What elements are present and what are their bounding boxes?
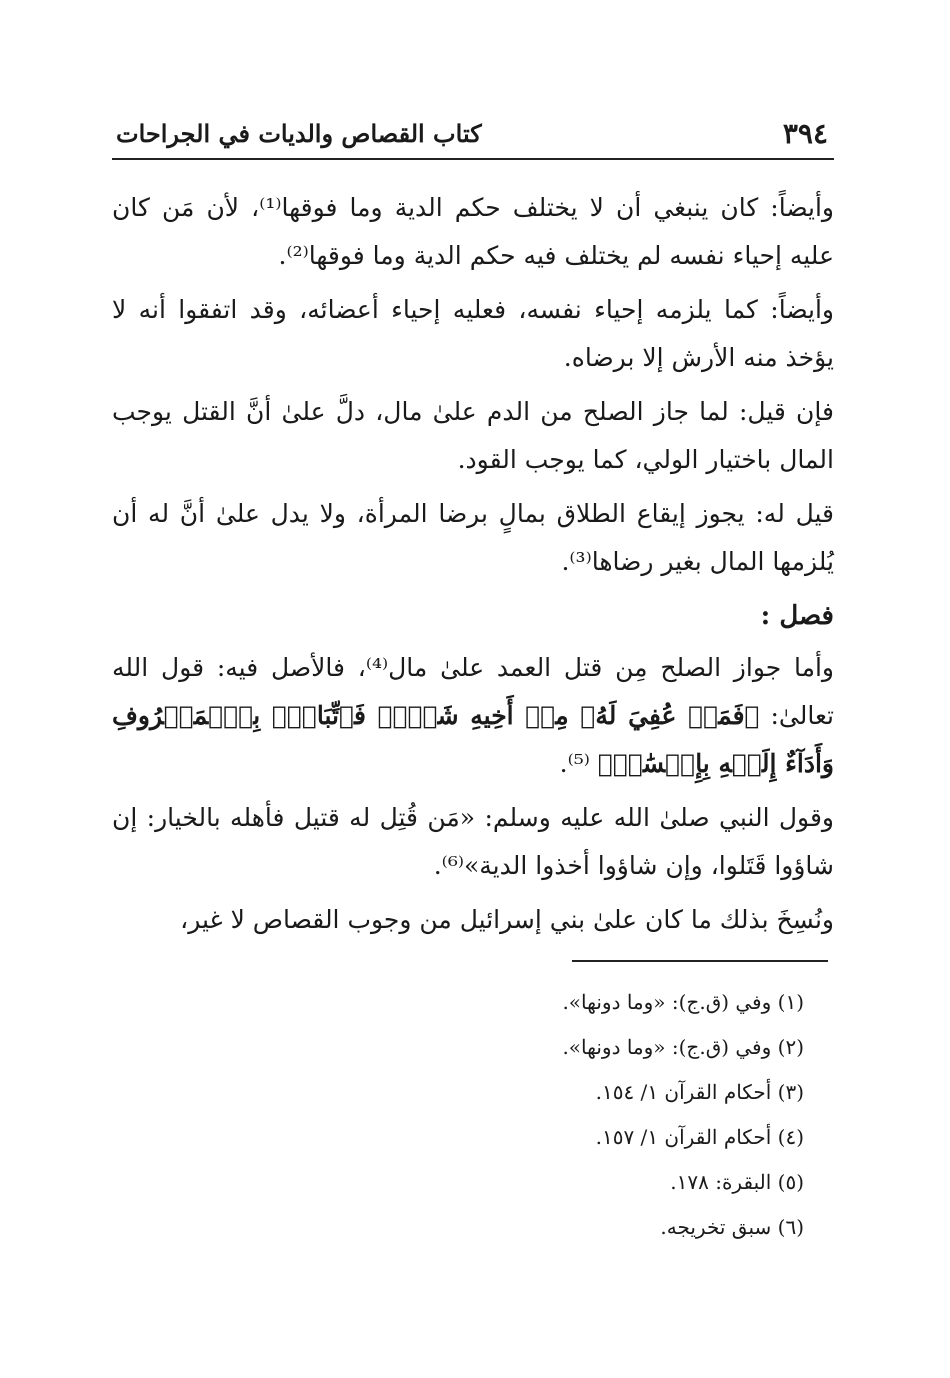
paragraph-with-quran: [112, 644, 834, 788]
section-heading: فصل :: [760, 601, 834, 631]
footnote: (٢) وفي (ق.ج): «وما دونها».: [562, 1035, 804, 1059]
footnote: (٦) سبق تخريجه.: [660, 1215, 804, 1239]
footnotes: [304, 980, 804, 1250]
footnote: (٣) أحكام القرآن ١/ ١٥٤.: [595, 1080, 804, 1104]
paragraph: فإن قيل: لما جاز الصلح من الدم علىٰ مال، دلَّ علىٰ أنَّ القتل يوجب المال باختيار الولي، كما يوجب القود.: [112, 397, 834, 474]
paragraph: وأيضاً: كما يلزمه إحياء نفسه، فعليه إحياء أعضائه، وقد اتفقوا أنه لا يؤخذ منه الأرش إلا برضاه.: [112, 295, 834, 372]
paragraph: وقول النبي صلىٰ الله عليه وسلم: «مَن قُتِل له قتيل فأهله بالخيار: إن شاؤوا قَتَلوا، وإن شاؤوا أخذوا الدية»⁽⁶⁾.: [112, 803, 834, 880]
footnote-separator: [572, 960, 828, 962]
main-text: [112, 184, 834, 950]
footnote: (٥) البقرة: ١٧٨.: [670, 1170, 804, 1194]
page-number: ٣٩٤: [782, 117, 828, 150]
paragraph: ونُسِخَ بذلك ما كان علىٰ بني إسرائيل من وجوب القصاص لا غير،: [180, 905, 834, 934]
footnote: (٤) أحكام القرآن ١/ ١٥٧.: [595, 1125, 804, 1149]
footnote-marker: ⁽⁵⁾.: [559, 749, 590, 778]
page-header: [112, 108, 834, 160]
running-title: كتاب القصاص والديات في الجراحات: [116, 119, 482, 148]
quran-verse: ﴿فَمَنۡ عُفِيَ لَهُۥ مِنۡ أَخِيهِ شَيۡءٞ فَٱتِّبَاعُۢ بِٱلۡمَعۡرُوفِ وَأَدَآءٌ إِلَيۡهِ بِإِحۡسَٰنٖ﴾: [112, 701, 834, 778]
paragraph-text: وأما جواز الصلح مِن قتل العمد علىٰ مال⁽⁴⁾، فالأصل فيه: قول الله تعالىٰ:: [112, 653, 835, 730]
paragraph: وأيضاً: كان ينبغي أن لا يختلف حكم الدية وما فوقها⁽¹⁾، لأن مَن كان عليه إحياء نفسه لم يختلف فيه حكم الدية وما فوقها⁽²⁾.: [112, 193, 834, 270]
paragraph: قيل له: يجوز إيقاع الطلاق بمالٍ برضا المرأة، ولا يدل علىٰ أنَّ له أن يُلزمها المال بغير رضاها⁽³⁾.: [112, 499, 834, 576]
footnote: (١) وفي (ق.ج): «وما دونها».: [562, 990, 804, 1014]
